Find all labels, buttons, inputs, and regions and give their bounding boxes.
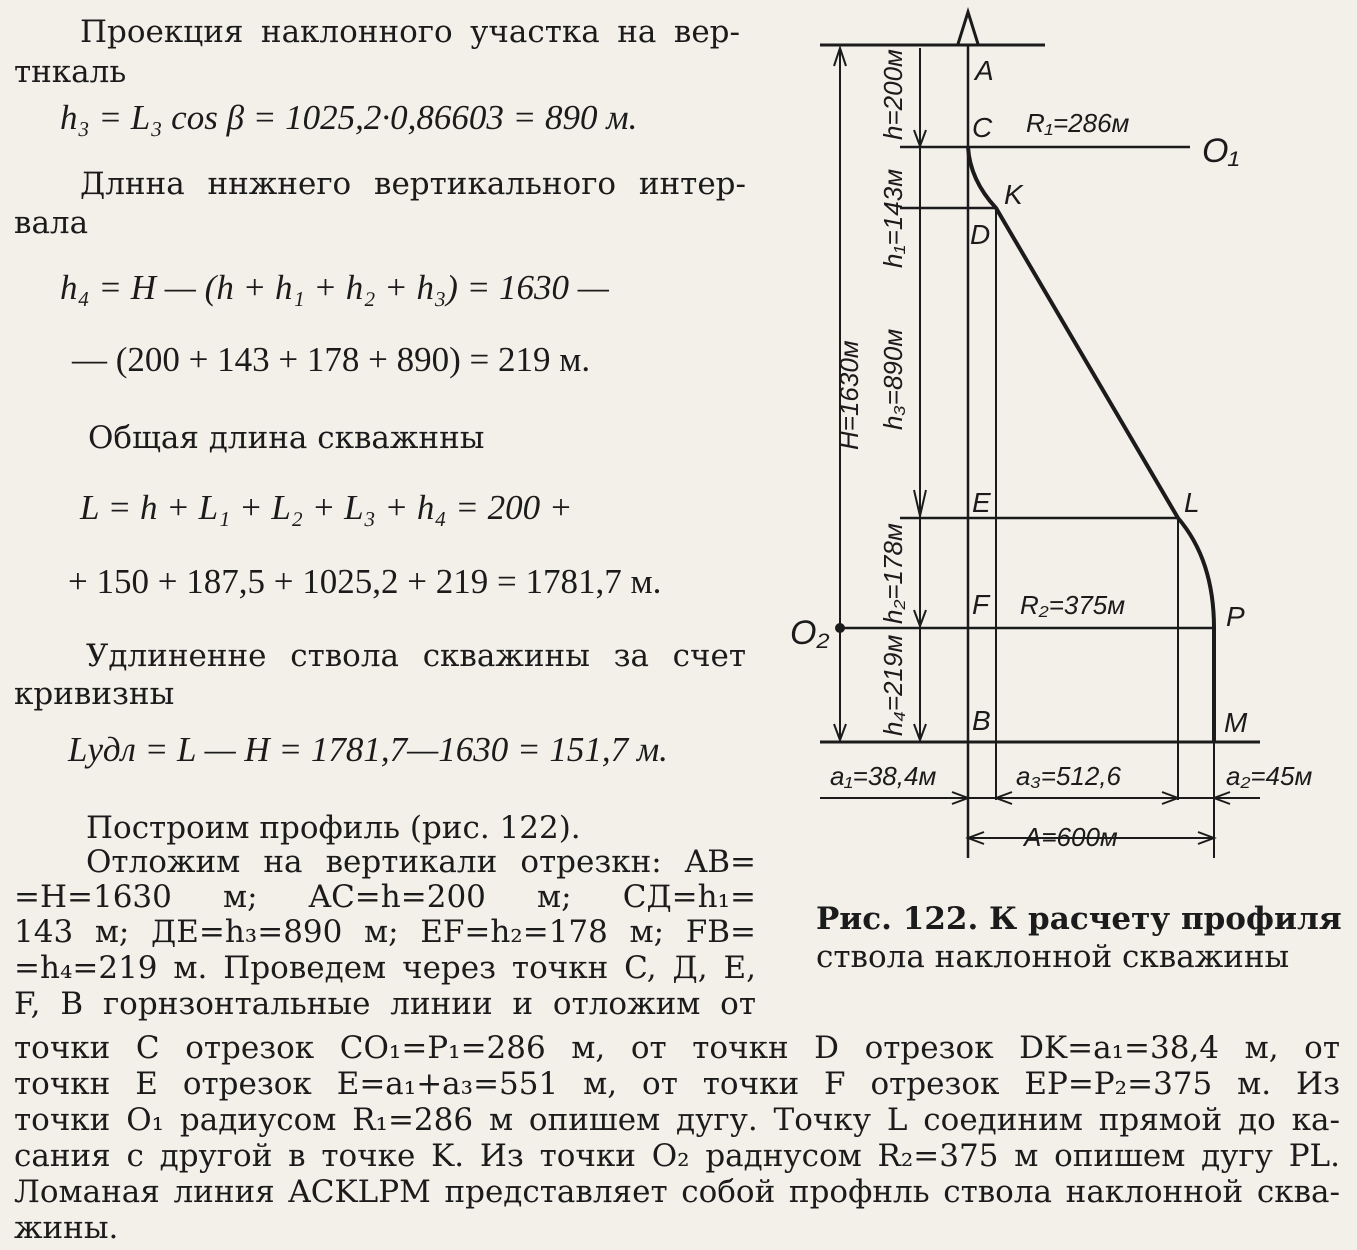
point-O2-marker	[835, 623, 845, 633]
equation-h3: h₃ = L₃ cos β = 1025,2·0,86603 = 890 м.	[60, 98, 638, 137]
label-C: C	[972, 112, 993, 143]
para-build-profile: Построим профиль (рис. 122).	[86, 810, 581, 846]
label-B: B	[972, 705, 991, 736]
para-segments-line2: =H=1630 м; AC=h=200 м; CД=h₁=	[14, 879, 756, 915]
para-segments-line9: сания с другой в точке K. Из точки O₂ раднусом R₂=375 м опишем дугу PL.	[14, 1138, 1340, 1174]
dim-label-h3: h₃=890м	[878, 328, 908, 430]
label-K: K	[1004, 179, 1023, 210]
label-O1: O₁	[1202, 132, 1240, 170]
dim-label-R1: R₁=286м	[1026, 108, 1130, 138]
para-segments-line10: Ломаная линия ACKLPM представляет собой профнль ствола наклонной сква-	[14, 1174, 1340, 1210]
dim-label-H: H=1630м	[834, 340, 864, 450]
dim-label-h2: h₂=178м	[878, 523, 908, 624]
dim-label-a3: a₃=512,6	[1016, 761, 1122, 791]
label-F: F	[972, 589, 990, 620]
para-segments-line11: жины.	[14, 1210, 119, 1246]
figure-caption-line2: ствола наклонной скважины	[816, 939, 1290, 975]
dim-label-A: A=600м	[1024, 822, 1118, 852]
equation-h4-line1: h₄ = H — (h + h₁ + h₂ + h₃) = 1630 —	[60, 268, 609, 307]
label-L: L	[1184, 487, 1200, 518]
label-D: D	[970, 219, 991, 250]
para-projection-line1: Проекция наклонного участка на вер-	[80, 14, 740, 50]
equation-h4-line2: — (200 + 143 + 178 + 890) = 219 м.	[72, 340, 591, 379]
para-segments-line8: точки O₁ радиусом R₁=286 м опишем дугу. Точку L соединим прямой до ка-	[14, 1102, 1340, 1138]
dim-label-a1: a₁=38,4м	[830, 761, 937, 791]
dim-label-h4: h₄=219м	[878, 634, 908, 736]
label-E: E	[972, 487, 991, 518]
para-segments-line1: Отложим на вертикали отрезкн: AB=	[86, 844, 756, 880]
para-segments-line6: точки C отрезок CO₁=P₁=286 м, от точкн D отрезок DK=a₁=38,4 м, от	[14, 1030, 1340, 1066]
figure-caption-text1: Рис. 122. К расчету профиля	[816, 901, 1342, 937]
para-total-length: Общая длина скважнны	[88, 420, 485, 456]
dim-label-a2: a₂=45м	[1226, 761, 1313, 791]
para-segments-line5: F, B горнзонтальные линии и отложим от	[14, 986, 756, 1022]
equation-L-line2: + 150 + 187,5 + 1025,2 + 219 = 1781,7 м.	[68, 562, 662, 601]
equation-L-line1: L = h + L₁ + L₂ + L₃ + h₄ = 200 +	[80, 488, 573, 527]
para-segments-line7: точкн E отрезок E=a₁+a₃=551 м, от точки F отрезок EP=P₂=375 м. Из	[14, 1066, 1340, 1102]
para-segments-line4: =h₄=219 м. Проведем через точкн C, Д, E,	[14, 950, 756, 986]
label-P: P	[1226, 601, 1245, 632]
dim-label-h: h=200м	[878, 49, 908, 140]
label-O2: O₂	[790, 614, 830, 652]
dim-label-h1: h₁=143м	[878, 168, 908, 268]
para-elongation-line1: Удлиненне ствола скважины за счет	[86, 638, 746, 674]
derrick-icon	[958, 12, 978, 44]
equation-elongation: Lудл = L — H = 1781,7—1630 = 151,7 м.	[68, 730, 668, 769]
para-elongation-line2: кривизны	[14, 676, 175, 712]
para-projection-line2: тнкаль	[14, 54, 127, 90]
para-lower-interval-line1: Длнна ннжнего вертикального интер-	[80, 166, 746, 202]
label-A: A	[975, 55, 994, 86]
para-segments-line3: 143 м; ДE=h₃=890 м; EF=h₂=178 м; FB=	[14, 914, 756, 950]
dim-label-R2: R₂=375м	[1020, 590, 1126, 620]
para-lower-interval-line2: вала	[14, 205, 89, 241]
label-M: M	[1224, 707, 1248, 738]
